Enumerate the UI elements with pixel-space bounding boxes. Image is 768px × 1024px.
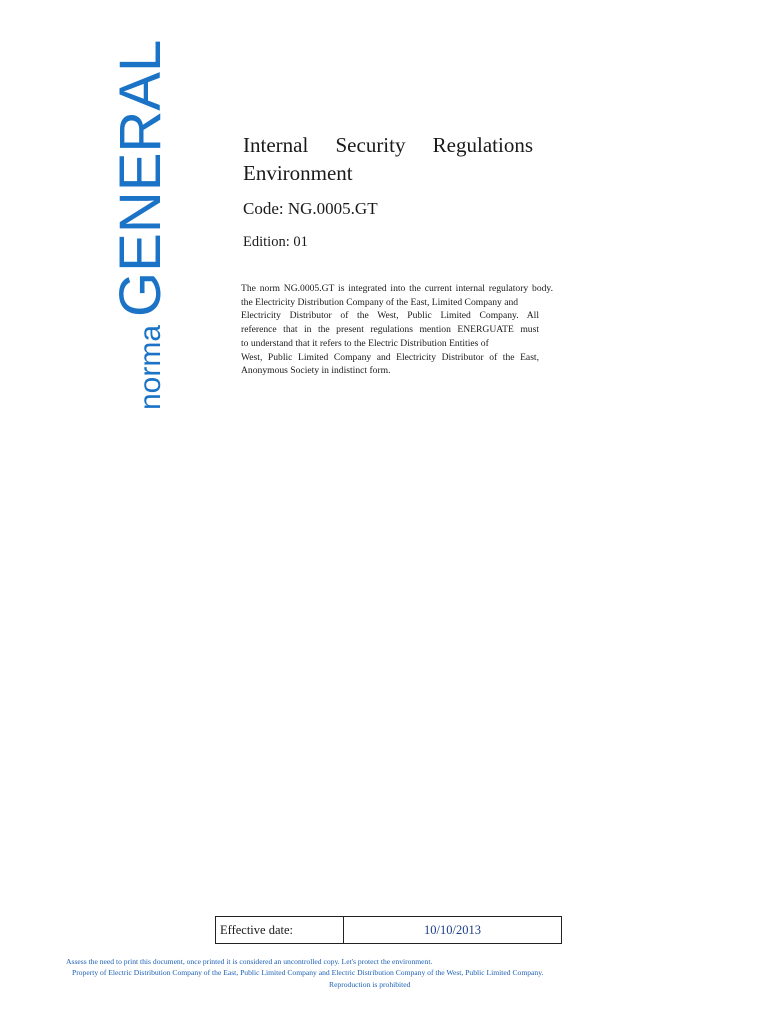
body-line: reference that in the present regulations mention ENERGUATE must [241, 324, 539, 336]
document-body [241, 282, 553, 378]
document-title [243, 131, 533, 187]
footer-reproduction-notice: Reproduction is prohibited [329, 980, 411, 989]
body-line: The norm NG.0005.GT is integrated into the current internal regulatory body. [241, 283, 553, 294]
body-line: Anonymous Society in indistinct form. [241, 365, 391, 377]
body-line: the Electricity Distribution Company of the East, Limited Company and [241, 296, 519, 308]
footer-property-notice: Property of Electric Distribution Company of the East, Public Limited Company and Electric Distribution Company of the West, Public Limited Company. [72, 968, 544, 977]
footer-print-notice: Assess the need to print this document, once printed it is considered an uncontrolled copy. Let's protect the environment. [66, 957, 433, 966]
effective-date-value: 10/10/2013 [424, 922, 481, 937]
effective-date-label: Effective date: [216, 917, 344, 943]
body-line: to understand that it refers to the Electric Distribution Entities of [241, 337, 489, 349]
brand-prefix: norma [134, 324, 167, 410]
title-line-2: Environment [243, 161, 353, 185]
document-code: Code: NG.0005.GT [243, 199, 378, 218]
effective-date-table [215, 916, 562, 944]
norma-general-brand [108, 39, 173, 410]
title-line-1: Internal Security Regulations [243, 133, 533, 157]
document-edition: Edition: 01 [243, 234, 308, 250]
body-line: West, Public Limited Company and Electricity Distributor of the East, [241, 351, 539, 363]
brand-word: GENERAL [108, 39, 173, 317]
body-line: Electricity Distributor of the West, Public Limited Company. All [241, 310, 539, 322]
